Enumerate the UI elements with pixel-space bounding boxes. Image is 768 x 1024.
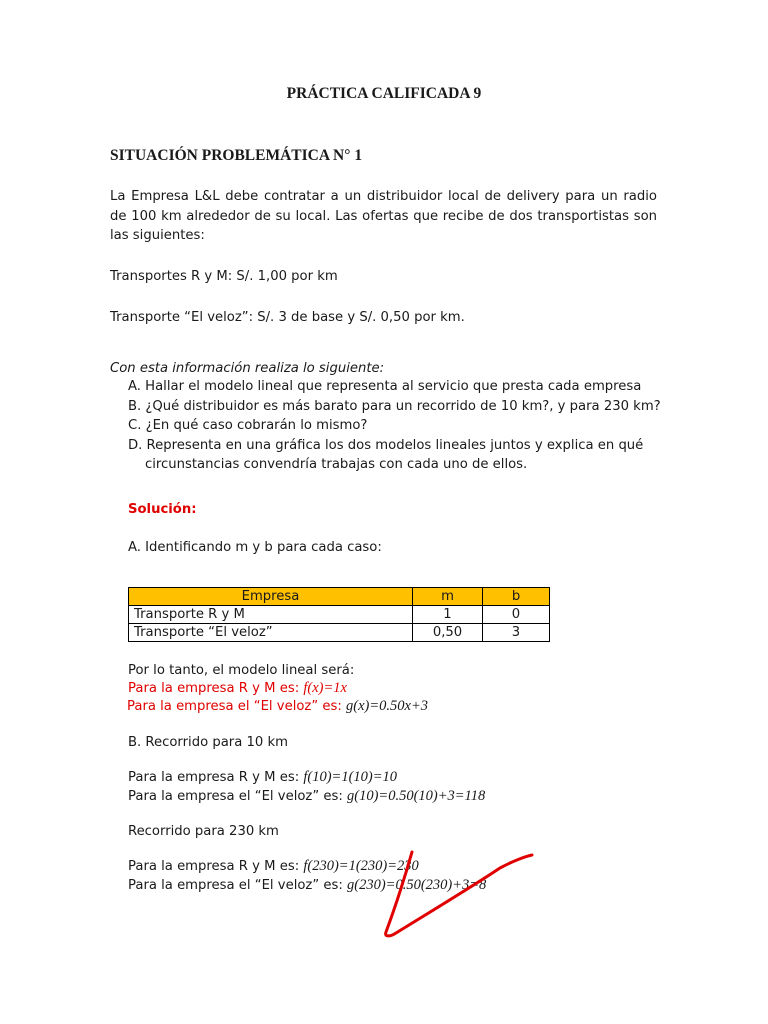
- task-b: B. ¿Qué distribuidor es más barato para un recorrido de 10 km?, y para 230 km?: [128, 398, 661, 414]
- table-header-row: [129, 588, 550, 606]
- model-rm-formula: f(x)=1x: [303, 680, 347, 696]
- instructions: Con esta información realiza lo siguiente:: [110, 361, 385, 376]
- table-row: [129, 624, 550, 642]
- header-b: b: [483, 588, 550, 606]
- header-m: m: [413, 588, 483, 606]
- b230-veloz-line: [128, 876, 486, 896]
- parameters-table: [128, 587, 550, 642]
- cell-m: 0,50: [413, 624, 483, 642]
- b10-veloz-formula: g(10)=0.50(10)+3=118: [347, 788, 486, 804]
- b10-rm-line: [128, 768, 397, 788]
- cell-empresa: Transporte “El veloz”: [129, 624, 413, 642]
- cell-b: 0: [483, 606, 550, 624]
- intro-paragraph: La Empresa L&L debe contratar a un distribuidor local de delivery para un radio de 100 km alrededor de su local. Las ofertas que recibe de dos transportistas son las siguientes:: [110, 189, 657, 243]
- section-title: SITUACIÓN PROBLEMÁTICA N° 1: [110, 147, 363, 164]
- task-d-continued: circunstancias convendría trabajas con cada uno de ellos.: [145, 457, 528, 472]
- b230-veloz-label: Para la empresa el “El veloz” es:: [128, 878, 343, 893]
- b230-veloz-formula: g(230)=0.50(230)+3=8: [347, 877, 487, 893]
- step-b-heading: B. Recorrido para 10 km: [128, 735, 288, 750]
- page-title: PRÁCTICA CALIFICADA 9: [286, 85, 482, 102]
- b10-rm-formula: f(10)=1(10)=10: [303, 769, 398, 785]
- b230-rm-formula: f(230)=1(230)=230: [303, 858, 419, 874]
- task-list: [128, 377, 688, 475]
- step-a-heading: A. Identificando m y b para cada caso:: [128, 540, 382, 555]
- step-b230-heading: Recorrido para 230 km: [128, 824, 279, 839]
- solution-label: Solución:: [128, 502, 197, 517]
- model-rm-label: Para la empresa R y M es:: [128, 681, 300, 696]
- task-c: C. ¿En qué caso cobrarán lo mismo?: [128, 418, 368, 433]
- b230-rm-line: [128, 857, 419, 877]
- model-veloz-line: [127, 697, 428, 717]
- model-veloz-label: Para la empresa el “El veloz” es:: [127, 699, 342, 714]
- cell-m: 1: [413, 606, 483, 624]
- task-d: D. Representa en una gráfica los dos modelos lineales juntos y explica en qué: [128, 437, 644, 453]
- offer-rm: Transportes R y M: S/. 1,00 por km: [110, 269, 338, 284]
- b10-rm-label: Para la empresa R y M es:: [128, 770, 300, 785]
- offer-veloz: Transporte “El veloz”: S/. 3 de base y S/. 0,50 por km.: [110, 310, 465, 325]
- b10-veloz-line: [128, 787, 485, 807]
- b230-rm-label: Para la empresa R y M es:: [128, 859, 300, 874]
- task-a: A. Hallar el modelo lineal que representa al servicio que presta cada empresa: [128, 379, 642, 394]
- model-veloz-formula: g(x)=0.50x+3: [346, 698, 428, 714]
- model-intro: Por lo tanto, el modelo lineal será:: [128, 663, 355, 678]
- table-row: [129, 606, 550, 624]
- model-rm-line: [128, 679, 347, 699]
- cell-empresa: Transporte R y M: [129, 606, 413, 624]
- b10-veloz-label: Para la empresa el “El veloz” es:: [128, 789, 343, 804]
- header-empresa: Empresa: [129, 588, 413, 606]
- cell-b: 3: [483, 624, 550, 642]
